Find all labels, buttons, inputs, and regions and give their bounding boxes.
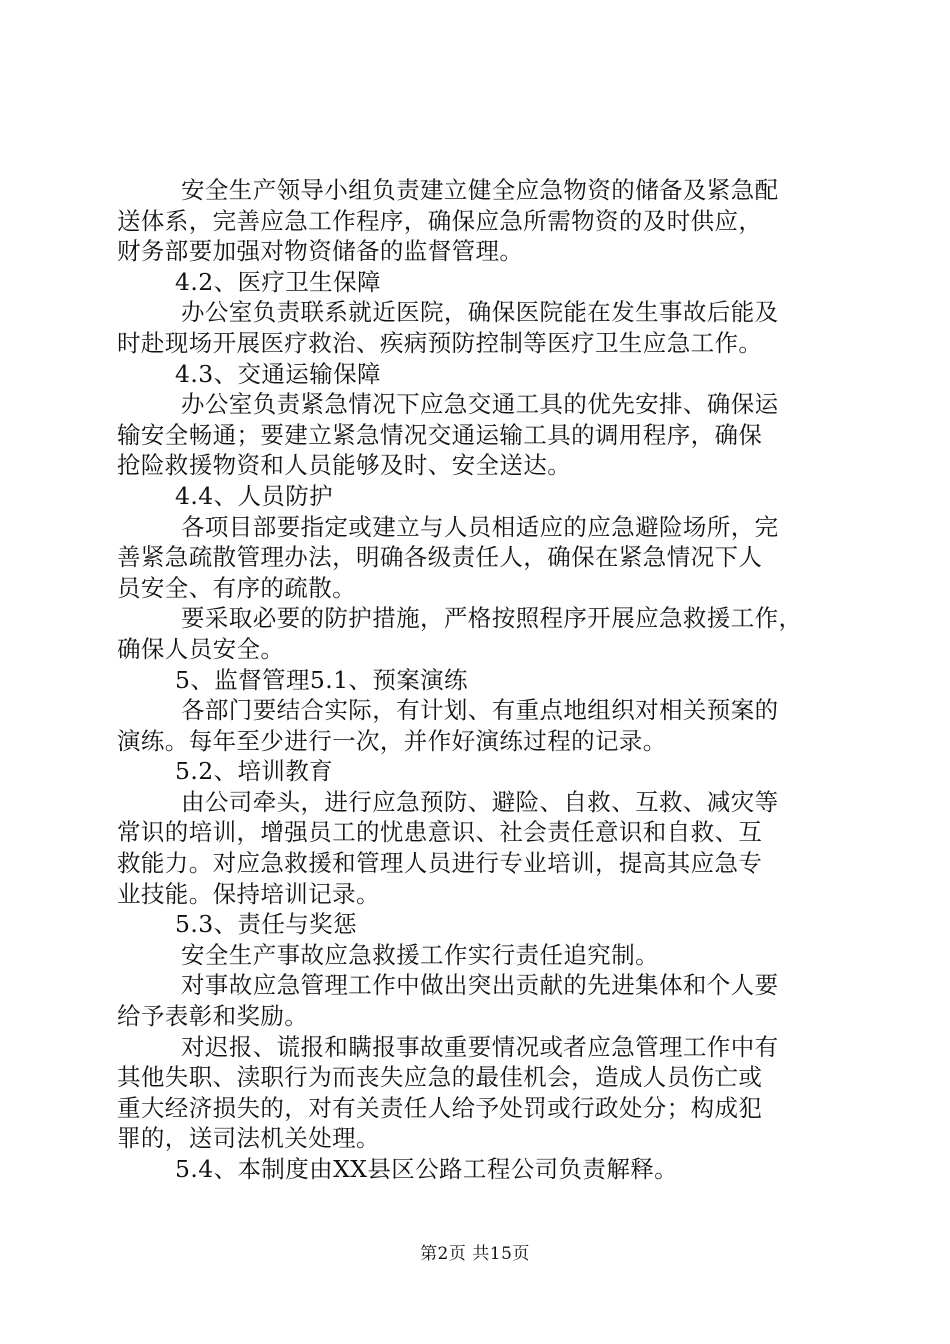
- page-footer: 第2页 共15页: [420, 1244, 530, 1264]
- text-line: 办公室负责紧急情况下应急交通工具的优先安排、确保运: [181, 390, 779, 419]
- text-line: 输安全畅通；要建立紧急情况交通运输工具的调用程序，确保: [117, 420, 763, 449]
- text-line: 员安全、有序的疏散。: [117, 573, 356, 602]
- text-line: 送体系，完善应急工作程序，确保应急所需物资的及时供应，: [117, 206, 763, 235]
- text-line: 由公司牵头，进行应急预防、避险、自救、互救、减灾等: [181, 787, 779, 816]
- text-line: 4.4、人员防护: [175, 481, 334, 510]
- text-line: 其他失职、渎职行为而丧失应急的最佳机会，造成人员伤亡或: [117, 1063, 763, 1092]
- text-line: 4.2、医疗卫生保障: [175, 267, 381, 296]
- text-line: 给予表彰和奖励。: [117, 1002, 309, 1031]
- text-line: 善紧急疏散管理办法，明确各级责任人，确保在紧急情况下人: [117, 543, 763, 572]
- text-line: 安全生产事故应急救援工作实行责任追究制。: [181, 940, 659, 969]
- text-line: 时赴现场开展医疗救治、疾病预防控制等医疗卫生应急工作。: [117, 328, 763, 357]
- text-line: 救能力。对应急救援和管理人员进行专业培训，提高其应急专: [117, 849, 763, 878]
- text-line: 4.3、交通运输保障: [175, 359, 381, 388]
- text-line: 5.3、责任与奖惩: [175, 910, 357, 939]
- text-line: 各部门要结合实际，有计划、有重点地组织对相关预案的: [181, 696, 779, 725]
- text-line: 安全生产领导小组负责建立健全应急物资的储备及紧急配: [181, 176, 779, 204]
- document-body: [117, 175, 837, 1185]
- text-line: 常识的培训，增强员工的忧患意识、社会责任意识和自救、互: [117, 818, 763, 847]
- text-line: 5、监督管理5.1、预案演练: [175, 665, 468, 694]
- text-line: 5.2、培训教育: [175, 757, 334, 786]
- text-line: 对事故应急管理工作中做出突出贡献的先进集体和个人要: [181, 971, 779, 1000]
- text-line: 要采取必要的防护措施，严格按照程序开展应急救援工作，: [181, 604, 803, 633]
- text-line: 演练。每年至少进行一次，并作好演练过程的记录。: [117, 726, 667, 755]
- text-line: 办公室负责联系就近医院，确保医院能在发生事故后能及: [181, 298, 779, 327]
- text-line: 确保人员安全。: [117, 634, 285, 663]
- text-line: 罪的，送司法机关处理。: [117, 1124, 380, 1153]
- text-line: 业技能。保持培训记录。: [117, 879, 380, 908]
- text-line: 各项目部要指定或建立与人员相适应的应急避险场所，完: [181, 512, 779, 541]
- text-line: 财务部要加强对物资储备的监督管理。: [117, 237, 524, 266]
- text-line: 重大经济损失的，对有关责任人给予处罚或行政处分；构成犯: [117, 1093, 763, 1122]
- text-line: 抢险救援物资和人员能够及时、安全送达。: [117, 451, 572, 480]
- text-line: 5.4、本制度由XX县区公路工程公司负责解释。: [175, 1155, 679, 1183]
- text-line: 对迟报、谎报和瞒报事故重要情况或者应急管理工作中有: [181, 1032, 779, 1061]
